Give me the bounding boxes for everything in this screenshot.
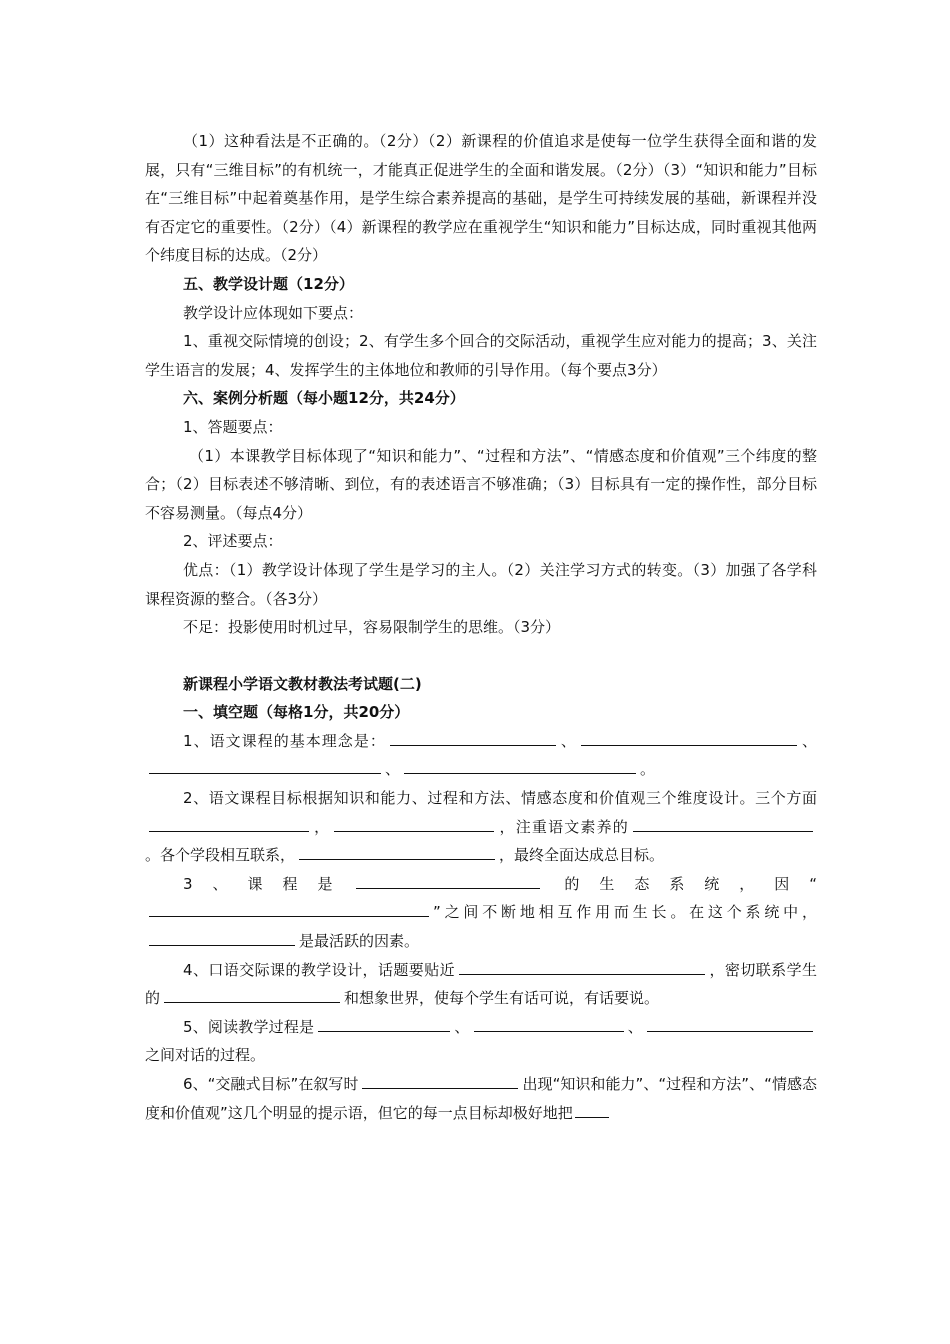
blank-field[interactable] (318, 1016, 450, 1032)
q3-text-d: 是最活跃的因素。 (299, 932, 420, 951)
blank-field[interactable] (581, 730, 797, 746)
spacer (145, 642, 817, 670)
section6-q1-label: 1、答题要点： (183, 417, 283, 436)
section6-q2-label: 2、评述要点： (183, 532, 283, 551)
blank-field[interactable] (474, 1016, 624, 1032)
blank-field[interactable] (575, 1102, 609, 1118)
section5-points: 1、重视交际情境的创设；2、有学生多个回合的交际活动，重视学生应对能力的提高；3、关注学生语言的发展；4、发挥学生的主体地位和教师的引导作用。（每个要点3分） (145, 332, 817, 379)
q6-text-b: 出现“知识和能力”、“过程和方法”、“情感态度和价值观”这几个明显的提示语，但它的每一点目标却极好地把 (145, 1075, 817, 1122)
section6-q2-flaws: 不足：投影使用时机过早，容易限制学生的思维。（3分） (183, 618, 561, 637)
q3-text-b: 的生态系统，因“ (544, 874, 817, 893)
blank-field[interactable] (334, 816, 494, 832)
document-page (145, 127, 817, 1127)
q5-sep: 、 (627, 1017, 643, 1036)
q2-text-d: ，最终全面达成总目标。 (499, 846, 665, 865)
question-5 (145, 1013, 817, 1070)
section6-q2-merits: 优点：（1）教学设计体现了学生是学习的主人。（2）关注学习方式的转变。（3）加强了各学科课程资源的整合。（各3分） (145, 560, 817, 608)
q3-text-c: ”之间不断地相互作用而生长。在这个系统中， (433, 903, 817, 922)
question-3 (145, 870, 817, 956)
q4-text-b: ，密切联系学生的 (145, 960, 817, 1008)
blank-field[interactable] (149, 816, 309, 832)
question-2 (145, 784, 817, 870)
blank-field[interactable] (647, 1016, 813, 1032)
q4-text-a: 4、口语交际课的教学设计，话题要贴近 (183, 960, 456, 979)
fill-blank-heading: 一、填空题（每格1分，共20分） (183, 703, 410, 722)
question-4 (145, 956, 817, 1013)
blank-field[interactable] (299, 844, 495, 860)
q2-text-c: 。各个学段相互联系， (145, 846, 296, 865)
blank-field[interactable] (149, 758, 381, 774)
question-6 (145, 1070, 817, 1127)
q6-text-a: 6、“交融式目标”在叙写时 (183, 1075, 359, 1093)
q2-text-b: ，注重语文素养的 (498, 817, 629, 836)
blank-field[interactable] (149, 901, 429, 917)
question-1 (145, 727, 817, 784)
blank-field[interactable] (390, 730, 556, 746)
blank-field[interactable] (633, 816, 813, 832)
blank-field[interactable] (164, 987, 340, 1003)
section6-heading: 六、案例分析题（每小题12分，共24分） (183, 389, 465, 408)
q5-text-a: 5、阅读教学过程是 (183, 1017, 315, 1036)
q1-text-a: 1、语文课程的基本理念是： (183, 731, 386, 750)
q2-sep: ， (313, 817, 331, 836)
section5-heading: 五、教学设计题（12分） (183, 274, 354, 293)
q3-text-a: 3、课程是 (183, 874, 353, 893)
q1-sep: 、 (559, 731, 577, 750)
q4-text-c: 和想象世界，使每个学生有话可说，有话要说。 (344, 989, 660, 1008)
section6-q1-text: （1）本课教学目标体现了“知识和能力”、“过程和方法”、“情感态度和价值观”三个纬度的整合；（2）目标表述不够清晰、到位，有的表述语言不够准确；（3）目标具有一定的操作性，部分目标不容易测量。（每点4分） (145, 446, 817, 522)
q1-end: 。 (640, 760, 656, 779)
q1-sep: 、 (385, 760, 401, 779)
blank-field[interactable] (356, 873, 540, 889)
q2-text-a: 2、语文课程目标根据知识和能力、过程和方法、情感态度和价值观三个维度设计。三个方面 (183, 789, 817, 808)
blank-field[interactable] (404, 758, 636, 774)
section5-intro: 教学设计应体现如下要点： (183, 303, 364, 322)
q5-text-b: 之间对话的过程。 (145, 1046, 266, 1065)
blank-field[interactable] (362, 1073, 518, 1089)
exam-title: 新课程小学语文教材教法考试题(二) (183, 674, 422, 693)
previous-answer-paragraph: （1）这种看法是不正确的。（2分）（2）新课程的价值追求是使每一位学生获得全面和谐的发展，只有“三维目标”的有机统一，才能真正促进学生的全面和谐发展。（2分）（3）“知识和能力”目标在“三维目标”中起着奠基作用，是学生综合素养提高的基础，是学生可持续发展的基础，新课程并没有否定它的重要性。（2分）（4）新课程的教学应在重视学生“知识和能力”目标达成，同时重视其他两个纬度目标的达成。（2分） (145, 132, 817, 265)
q5-sep: 、 (454, 1017, 470, 1036)
blank-field[interactable] (149, 930, 295, 946)
blank-field[interactable] (459, 959, 705, 975)
q1-sep: 、 (800, 731, 817, 750)
